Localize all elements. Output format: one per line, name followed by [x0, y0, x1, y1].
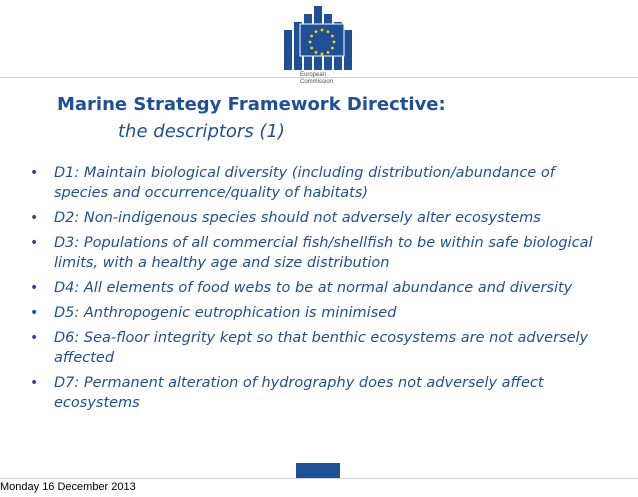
list-item [30, 373, 610, 413]
bullet-icon: • [30, 305, 39, 321]
list-item-text: D5: Anthropogenic eutrophication is minimised [54, 305, 397, 321]
bullet-icon: • [30, 235, 39, 251]
list-item [30, 233, 610, 273]
bullet-icon: • [30, 210, 39, 226]
slide-title: Marine Strategy Framework Directive: [57, 94, 446, 115]
bullet-icon: • [30, 330, 39, 346]
footer-divider [0, 478, 638, 479]
slide-subtitle: the descriptors (1) [118, 121, 285, 142]
list-item-text: D3: Populations of all commercial fish/shellfish to be within safe biological limits, with a healthy age and size distribution [54, 235, 593, 271]
footer-flag-block [296, 463, 340, 479]
logo-caption-line1: European [300, 72, 327, 78]
list-item [30, 208, 610, 228]
logo-caption-line2: Commission [300, 79, 334, 85]
list-item-text: D2: Non-indigenous species should not adversely alter ecosystems [54, 210, 541, 226]
bullet-icon: • [30, 165, 39, 181]
list-item-text: D7: Permanent alteration of hydrography does not adversely affect ecosystems [54, 375, 544, 411]
list-item-text: D1: Maintain biological diversity (including distribution/abundance of species and occurrence/quality of habitats) [54, 165, 555, 201]
list-item [30, 163, 610, 203]
list-item [30, 303, 610, 323]
list-item [30, 278, 610, 298]
bullet-icon: • [30, 280, 39, 296]
footer-date: Monday 16 December 2013 [0, 481, 136, 493]
list-item-text: D6: Sea-floor integrity kept so that benthic ecosystems are not adversely affected [54, 330, 589, 366]
list-item [30, 328, 610, 368]
bullet-icon: • [30, 375, 39, 391]
list-item-text: D4: All elements of food webs to be at normal abundance and diversity [54, 280, 573, 296]
logo-caption [300, 72, 333, 86]
descriptor-list [30, 163, 610, 418]
